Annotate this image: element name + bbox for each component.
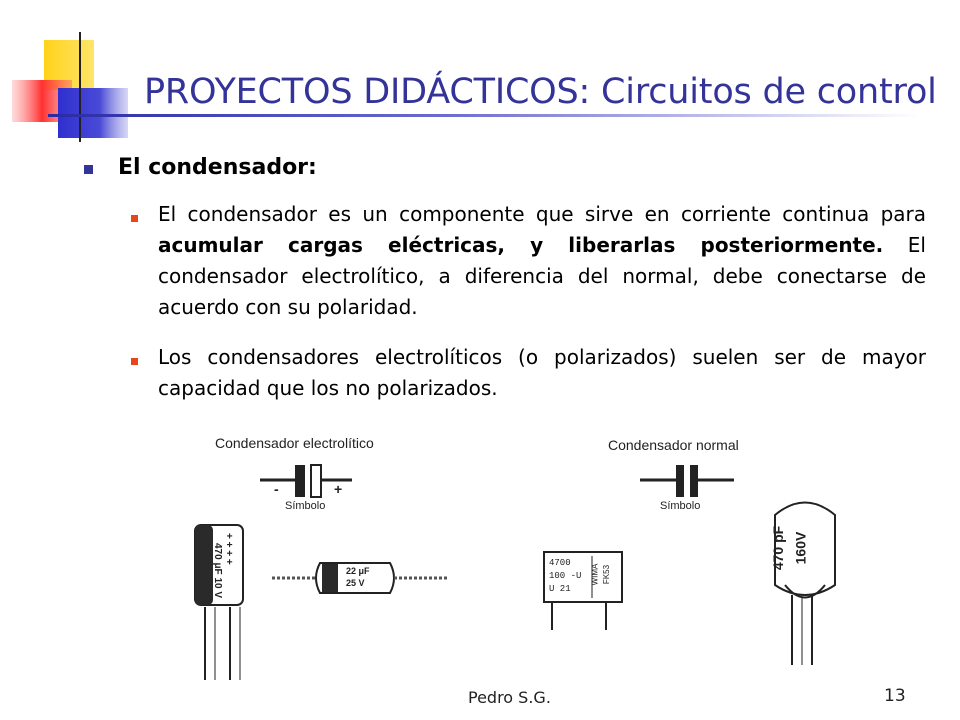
paragraph-text: El (883, 233, 926, 257)
paragraph-1 (158, 199, 926, 323)
sub-bullet-marker (131, 358, 138, 365)
paragraph-line: Los condensadores electrolíticos (o polarizados) suelen ser de mayor (158, 345, 926, 369)
paragraph-line: acuerdo con su polaridad. (158, 295, 418, 319)
sub-bullet-marker (131, 215, 138, 222)
cap1-label: 470 μF 10 V (212, 542, 224, 599)
minus-sign: - (274, 481, 279, 497)
cap3-label-2: 100 -U (549, 571, 582, 581)
slide-title: PROYECTOS DIDÁCTICOS: Circuitos de control (144, 72, 937, 112)
cap3-brand-2: FK53 (602, 564, 612, 585)
cap4-label-2: 160V (792, 531, 809, 565)
emphasis-text: acumular cargas eléctricas, y liberarlas posteriormente. (158, 233, 884, 257)
cap4-label-1: 470 pF (770, 525, 787, 571)
bullet-marker (84, 165, 93, 174)
cap3-label-3: U 21 (549, 584, 571, 594)
header-decoration (0, 0, 160, 150)
plus-sign: + (334, 481, 343, 497)
section-heading: El condensador: (118, 155, 317, 180)
svg-text:+ + + +: + + + + (223, 533, 234, 565)
cap3-brand-1: WIMA (590, 563, 600, 586)
paragraph-line: El condensador es un componente que sirve en corriente continua para (158, 202, 926, 226)
cap2-label-1: 22 μF (346, 566, 370, 576)
cap2-label-2: 25 V (346, 578, 365, 588)
capacitor-drawings (160, 425, 940, 685)
normal-symbol-icon (640, 465, 734, 497)
paragraph-line (158, 230, 926, 261)
paragraph-line: condensador electrolítico, a diferencia del normal, debe conectarse de (158, 264, 926, 288)
footer-author: Pedro S.G. (468, 688, 551, 707)
paragraph-2 (158, 342, 926, 404)
symbol-label-left: Símbolo (285, 500, 326, 512)
cap3-label-1: 4700 (549, 558, 571, 568)
symbol-label-right: Símbolo (660, 500, 701, 512)
paragraph-line: capacidad que los no polarizados. (158, 376, 498, 400)
normal-title: Condensador normal (608, 437, 739, 453)
page-number: 13 (884, 686, 906, 706)
electrolytic-title: Condensador electrolítico (215, 435, 374, 451)
capacitor-diagram (160, 425, 940, 685)
title-underline (48, 114, 920, 117)
